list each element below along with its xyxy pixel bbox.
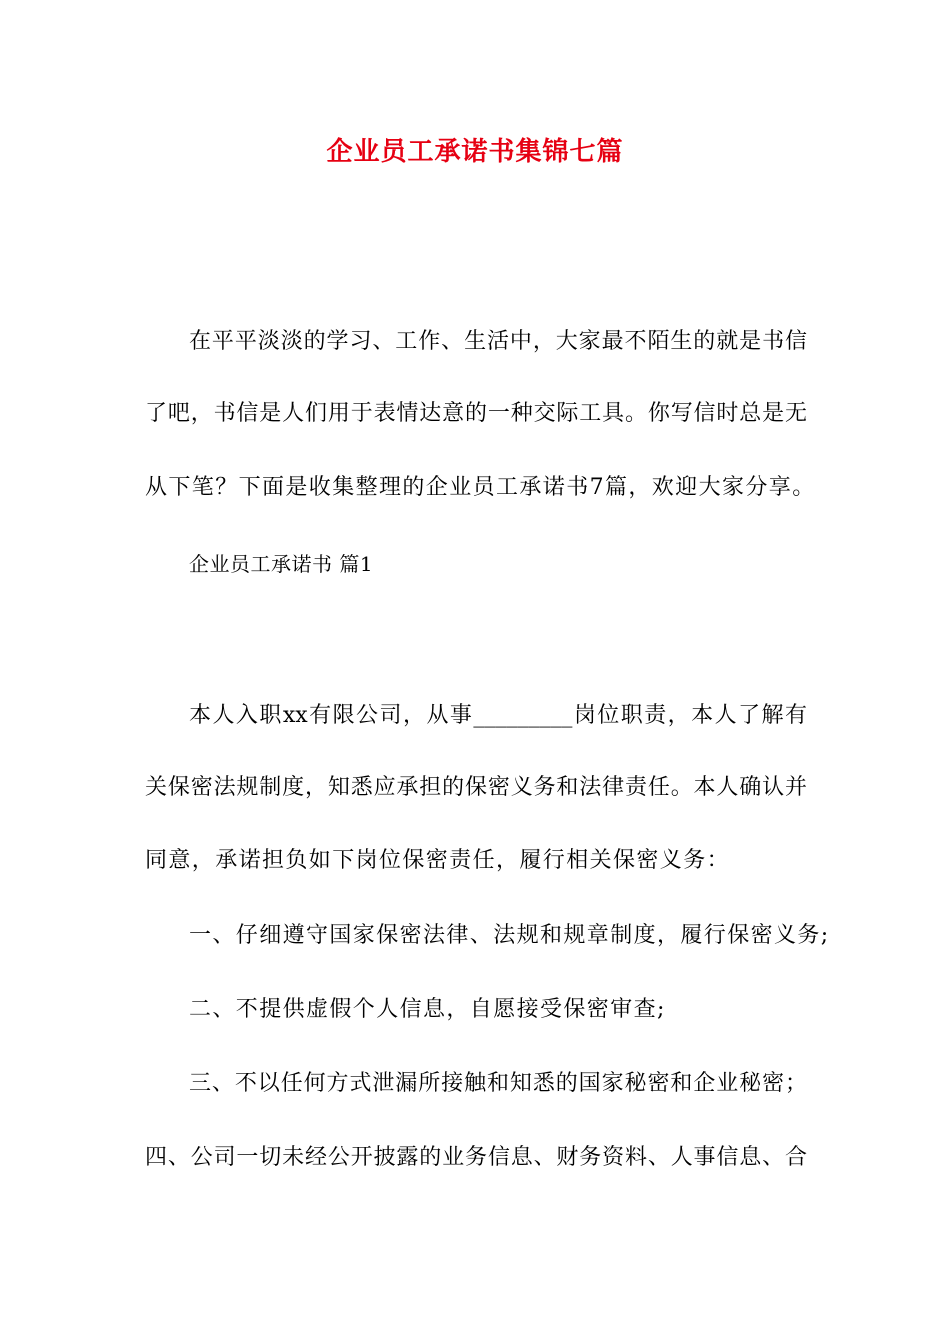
commitment-paragraph-line-2: 关保密法规制度，知悉应承担的保密义务和法律责任。本人确认并 <box>145 775 807 800</box>
intro-paragraph-line-1: 在平平淡淡的学习、工作、生活中，大家最不陌生的就是书信 <box>189 329 807 354</box>
commitment-paragraph-line-1: 本人入职xx有限公司，从事_________岗位职责，本人了解有 <box>189 703 807 728</box>
intro-paragraph-line-3: 从下笔？下面是收集整理的企业员工承诺书7篇，欢迎大家分享。 <box>145 475 816 500</box>
commitment-item-3: 三、不以任何方式泄漏所接触和知悉的国家秘密和企业秘密； <box>189 1071 807 1096</box>
section-heading-1: 企业员工承诺书 篇1 <box>189 552 374 576</box>
commitment-item-2: 二、不提供虚假个人信息，自愿接受保密审查; <box>189 997 666 1022</box>
document-title: 企业员工承诺书集锦七篇 <box>326 137 624 167</box>
commitment-paragraph-line-3: 同意，承诺担负如下岗位保密责任，履行相关保密义务： <box>145 848 731 873</box>
intro-paragraph-line-2: 了吧，书信是人们用于表情达意的一种交际工具。你写信时总是无 <box>145 401 807 426</box>
commitment-item-4: 四、公司一切未经公开披露的业务信息、财务资料、人事信息、合 <box>145 1145 807 1170</box>
commitment-item-1: 一、仔细遵守国家保密法律、法规和规章制度，履行保密义务; <box>189 923 830 948</box>
